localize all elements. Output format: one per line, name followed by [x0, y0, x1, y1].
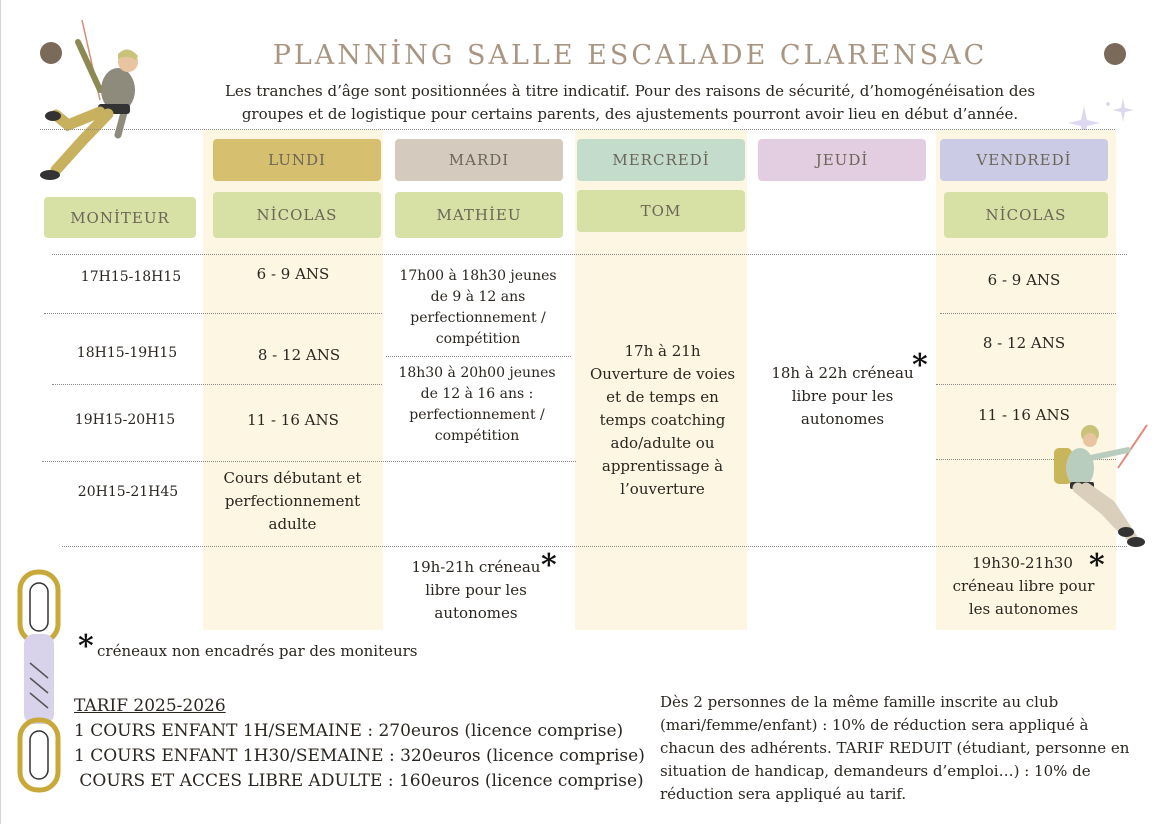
- page-title: PLANNİNG SALLE ESCALADE CLARENSAC: [272, 40, 988, 71]
- day-header-mercredi: MERCREDİ: [577, 139, 745, 181]
- grid-line: [52, 254, 1127, 255]
- moniteur-mercredi: TOM: [577, 190, 745, 232]
- mardi-slot: 19h-21h créneau libre pour les autonomes: [411, 558, 541, 622]
- page-edge: [0, 0, 1, 824]
- day-header-jeudi: JEUDİ: [758, 139, 926, 181]
- decorative-dot-right: [1104, 43, 1126, 65]
- header-divider: [40, 129, 1115, 130]
- day-header-mardi: MARDI: [395, 139, 563, 181]
- time-slot: 19H15-20H15: [74, 412, 176, 428]
- day-header-lundi: LUNDI: [213, 139, 381, 181]
- tarif-line: 1 COURS ENFANT 1H/SEMAINE : 270euros (licence comprise): [74, 721, 624, 741]
- mercredi-slot: 17h à 21h Ouverture de voies et de temps en temps coatching ado/adulte ou apprentissage à l’ouverture: [589, 342, 736, 498]
- grid-line: [62, 546, 1127, 547]
- grid-line: [44, 313, 382, 314]
- mardi-slot: 18h30 à 20h00 jeunes de 12 à 16 ans : perfectionnement / compétition: [398, 365, 556, 444]
- mardi-slot: 17h00 à 18h30 jeunes de 9 à 12 ans perfectionnement / compétition: [399, 268, 557, 347]
- vendredi-slot: 11 - 16 ANS: [978, 406, 1070, 424]
- vendredi-slot: créneau libre pour les autonomes: [952, 577, 1095, 618]
- lundi-slot: 8 - 12 ANS: [257, 346, 341, 364]
- lundi-slot: 6 - 9 ANS: [256, 265, 330, 283]
- climber-illustration-left: [38, 20, 148, 185]
- star-marker: *: [541, 548, 557, 583]
- vendredi-slot: 6 - 9 ANS: [987, 271, 1061, 289]
- grid-line: [940, 313, 1116, 314]
- time-slot: 17H15-18H15: [80, 269, 182, 285]
- carabiner-quickdraw-icon: [14, 568, 66, 796]
- day-header-vendredi: VENDREDİ: [940, 139, 1108, 181]
- time-slot: 20H15-21H45: [77, 484, 179, 500]
- family-discount-note: Dès 2 personnes de la même famille inscrite au club (mari/femme/enfant) : 10% de réduction sera appliqué à chacun des adhérents. TARIF REDUIT (étudiant, personne en situation de handicap, demandeurs d’emploi…) : 10% de réduction sera appliqué au tarif.: [660, 693, 1130, 803]
- lundi-slot: 11 - 16 ANS: [247, 411, 339, 429]
- page-subtitle: Les tranches d’âge sont positionnées à titre indicatif. Pour des raisons de sécurité, d’homogénéisation des groupes et de logistique pour certains parents, des ajustements pourront avoir lieu en début d’année.: [224, 82, 1036, 123]
- jeudi-slot: 18h à 22h créneau libre pour les autonomes: [771, 364, 914, 428]
- moniteur-lundi: NİCOLAS: [213, 192, 381, 238]
- vendredi-slot: 19h30-21h30: [972, 554, 1073, 572]
- star-marker: *: [1089, 548, 1105, 583]
- grid-line: [52, 384, 382, 385]
- tarif-heading: TARIF 2025-2026: [74, 696, 226, 716]
- lundi-slot: Cours débutant et perfectionnement adulte: [223, 469, 362, 533]
- grid-line: [42, 461, 576, 462]
- climber-illustration-right: [1050, 420, 1150, 550]
- moniteur-label: MONİTEUR: [44, 197, 196, 238]
- star-marker: *: [912, 348, 928, 383]
- grid-line: [936, 384, 1116, 385]
- tarif-line: COURS ET ACCES LIBRE ADULTE : 160euros (licence comprise): [74, 771, 644, 791]
- moniteur-vendredi: NİCOLAS: [944, 192, 1108, 238]
- grid-line: [386, 356, 571, 357]
- tarif-line: 1 COURS ENFANT 1H30/SEMAINE : 320euros (licence comprise): [74, 746, 645, 766]
- time-slot: 18H15-19H15: [76, 345, 178, 361]
- legend-text: créneaux non encadrés par des moniteurs: [97, 642, 418, 660]
- legend-star-marker: *: [78, 629, 94, 664]
- moniteur-mardi: MATHİEU: [395, 192, 563, 238]
- vendredi-slot: 8 - 12 ANS: [982, 334, 1066, 352]
